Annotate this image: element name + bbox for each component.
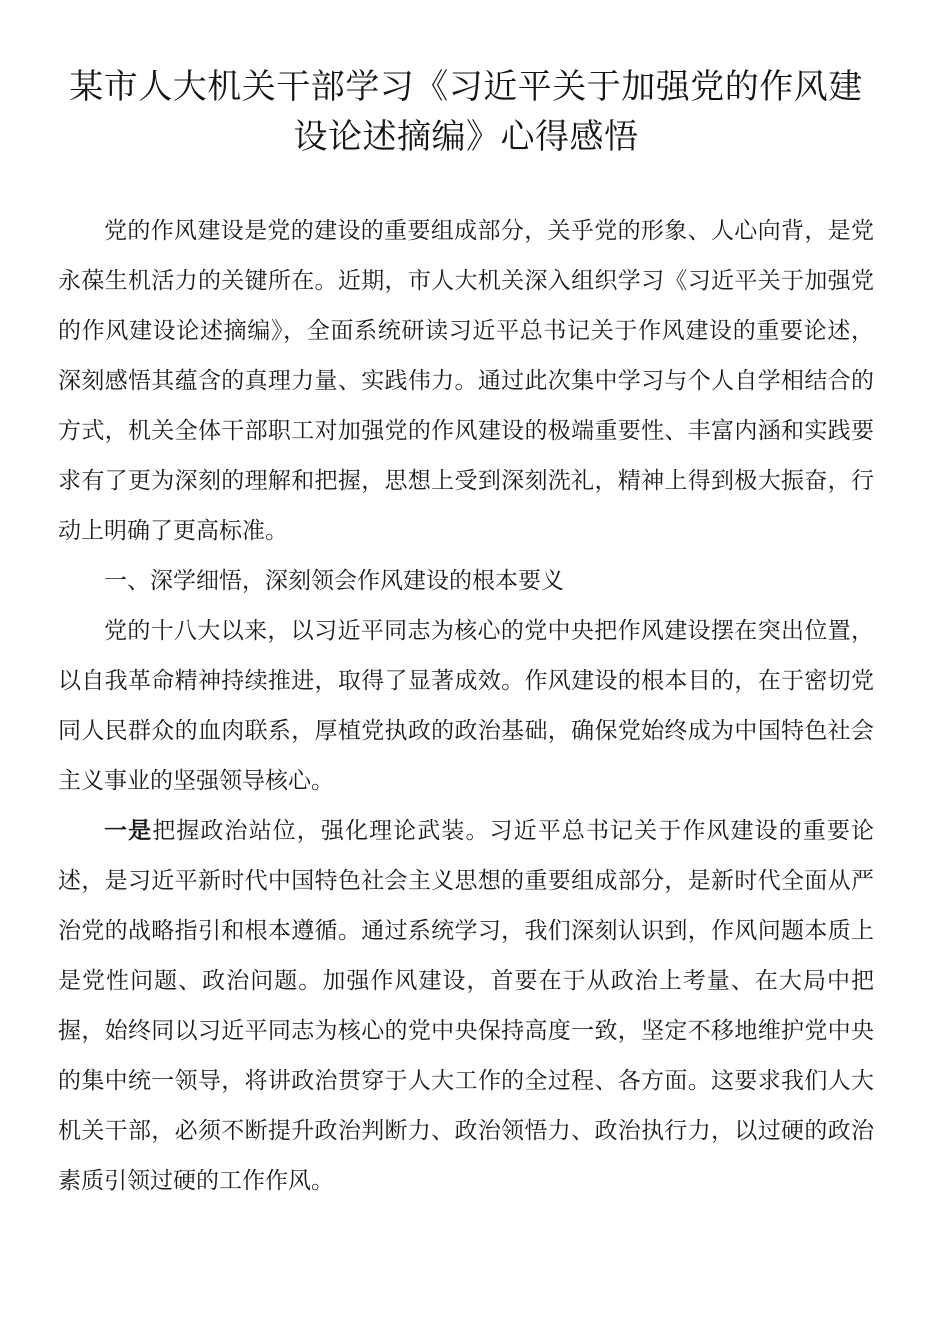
point-one-paragraph (58, 806, 874, 1206)
point-one-lead: 一是 (104, 818, 153, 844)
document-title: 某市人大机关干部学习《习近平关于加强党的作风建设论述摘编》心得感悟 (69, 67, 863, 157)
section-paragraph: 党的十八大以来，以习近平同志为核心的党中央把作风建设摆在突出位置，以自我革命精神持续推进，取得了显著成效。作风建设的根本目的，在于密切党同人民群众的血肉联系，厚植党执政的政治基础，确保党始终成为中国特色社会主义事业的坚强领导核心。 (58, 618, 874, 794)
document-body (58, 206, 874, 1206)
point-one-text: 把握政治站位，强化理论武装。习近平总书记关于作风建设的重要论述，是习近平新时代中国特色社会主义思想的重要组成部分，是新时代全面从严治党的战略指引和根本遵循。通过系统学习，我们深刻认识到，作风问题本质上是党性问题、政治问题。加强作风建设，首要在于从政治上考量、在大局中把握，始终同以习近平同志为核心的党中央保持高度一致，坚定不移地维护党中央的集中统一领导，将讲政治贯穿于人大工作的全过程、各方面。这要求我们人大机关干部，必须不断提升政治判断力、政治领悟力、政治执行力，以过硬的政治素质引领过硬的工作作风。 (58, 818, 875, 1194)
section-heading: 一、深学细悟，深刻领会作风建设的根本要义 (104, 568, 564, 594)
intro-paragraph: 党的作风建设是党的建设的重要组成部分，关乎党的形象、人心向背，是党永葆生机活力的关键所在。近期，市人大机关深入组织学习《习近平关于加强党的作风建设论述摘编》，全面系统研读习近平总书记关于作风建设的重要论述，深刻感悟其蕴含的真理力量、实践伟力。通过此次集中学习与个人自学相结合的方式，机关全体干部职工对加强党的作风建设的极端重要性、丰富内涵和实践要求有了更为深刻的理解和把握，思想上受到深刻洗礼，精神上得到极大振奋，行动上明确了更高标准。 (58, 218, 874, 544)
